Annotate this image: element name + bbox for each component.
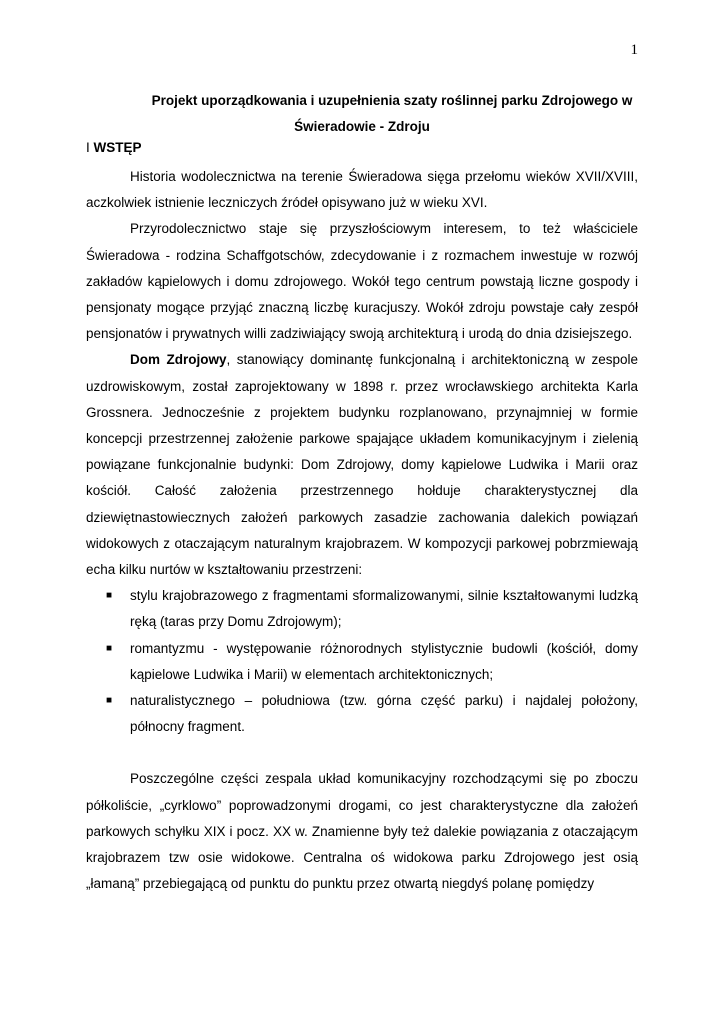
bullet-square-icon: ■ bbox=[106, 590, 113, 602]
list-item bbox=[86, 688, 638, 740]
document-title bbox=[86, 88, 638, 140]
paragraph-history: Historia wodolecznictwa na terenie Świeradowa sięga przełomu wieków XVII/XVIII, aczkolwiek istnienie leczniczych źródeł opisywano już w wieku XVI. bbox=[86, 169, 638, 211]
list-item-text: stylu krajobrazowego z fragmentami sformalizowanymi, silnie kształtowanymi ludzką ręką (taras przy Domu Zdrojowym); bbox=[130, 588, 638, 630]
section-name: WSTĘP bbox=[93, 140, 142, 155]
title-line-1: Projekt uporządkowania i uzupełnienia szaty roślinnej parku Zdrojowego w bbox=[151, 93, 633, 108]
spa-house-description: , stanowiący dominantę funkcjonalną i architektoniczną w zespole uzdrowiskowym, został zaprojektowany w 1898 r. przez wrocławskiego architekta Karla Grossnera. Jednocześnie z projektem budynku rozplanowano, przynajmniej w formie koncepcji przestrzennej założenie parkowe spajające układem komunikacyjnym i zielenią powiązane funkcjonalnie budynki: Dom Zdrojowy, domy kąpielowe Ludwika i Marii oraz kościół. Całość założenia przestrzennego hołduje charakterystycznej dla dziewiętnastowiecznych założeń parkowych zasadzie zachowania dalekich powiązań widokowych z otaczającym naturalnym krajobrazem. W kompozycji parkowej pobrzmiewają echa kilku nurtów w kształtowaniu przestrzeni: bbox=[86, 352, 638, 578]
list-item-text: naturalistycznego – południowa (tzw. górna część parku) i najdalej położony, północny fragment. bbox=[130, 693, 638, 735]
title-line-2: Świeradowie - Zdroju bbox=[294, 119, 430, 134]
list-item-text: romantyzmu - występowanie różnorodnych stylistycznie budowli (kościół, domy kąpielowe Ludwika i Marii) w elementach architektonicznych; bbox=[130, 640, 638, 682]
page-number: 1 bbox=[630, 42, 638, 58]
bullet-square-icon: ■ bbox=[106, 695, 113, 707]
list-item bbox=[86, 636, 638, 688]
paragraph-layout: Poszczególne części zespala układ komunikacyjny rozchodzącymi się po zboczu półkoliście, „cyrklowo” poprowadzonymi drogami, co jest charakterystyczne dla założeń parkowych schyłku XIX i pocz. XX w. Znamienne były też dalekie powiązania z otaczającym krajobrazem tzw osie widokowe. Centralna oś widokowa parku Zdrojowego jest osią „łamaną” przebiegającą od punktu do punktu przez otwartą niegdyś polanę pomiędzy bbox=[86, 771, 638, 892]
section-prefix: I bbox=[86, 140, 90, 155]
body-text bbox=[86, 164, 638, 897]
spa-house-term: Dom Zdrojowy bbox=[130, 352, 227, 368]
paragraph-spa-house bbox=[86, 347, 638, 583]
paragraph-nature-cure: Przyrodolecznictwo staje się przyszłościowym interesem, to też właściciele Świeradowa - rodzina Schaffgotschów, zdecydowanie i z rozmachem inwestuje w rozwój zakładów kąpielowych i domu zdrojowego. Wokół tego centrum powstają liczne gospody i pensjonaty mogące przyjąć znaczną liczbę kuracjuszy. Wokół zdroju powstaje cały zespół pensjonatów i prywatnych willi zadziwiający swoją architekturą i urodą do dnia dzisiejszego. bbox=[86, 221, 638, 342]
bullet-square-icon: ■ bbox=[106, 642, 113, 654]
section-heading bbox=[86, 140, 142, 155]
style-trends-list bbox=[86, 583, 638, 740]
list-item bbox=[86, 583, 638, 635]
